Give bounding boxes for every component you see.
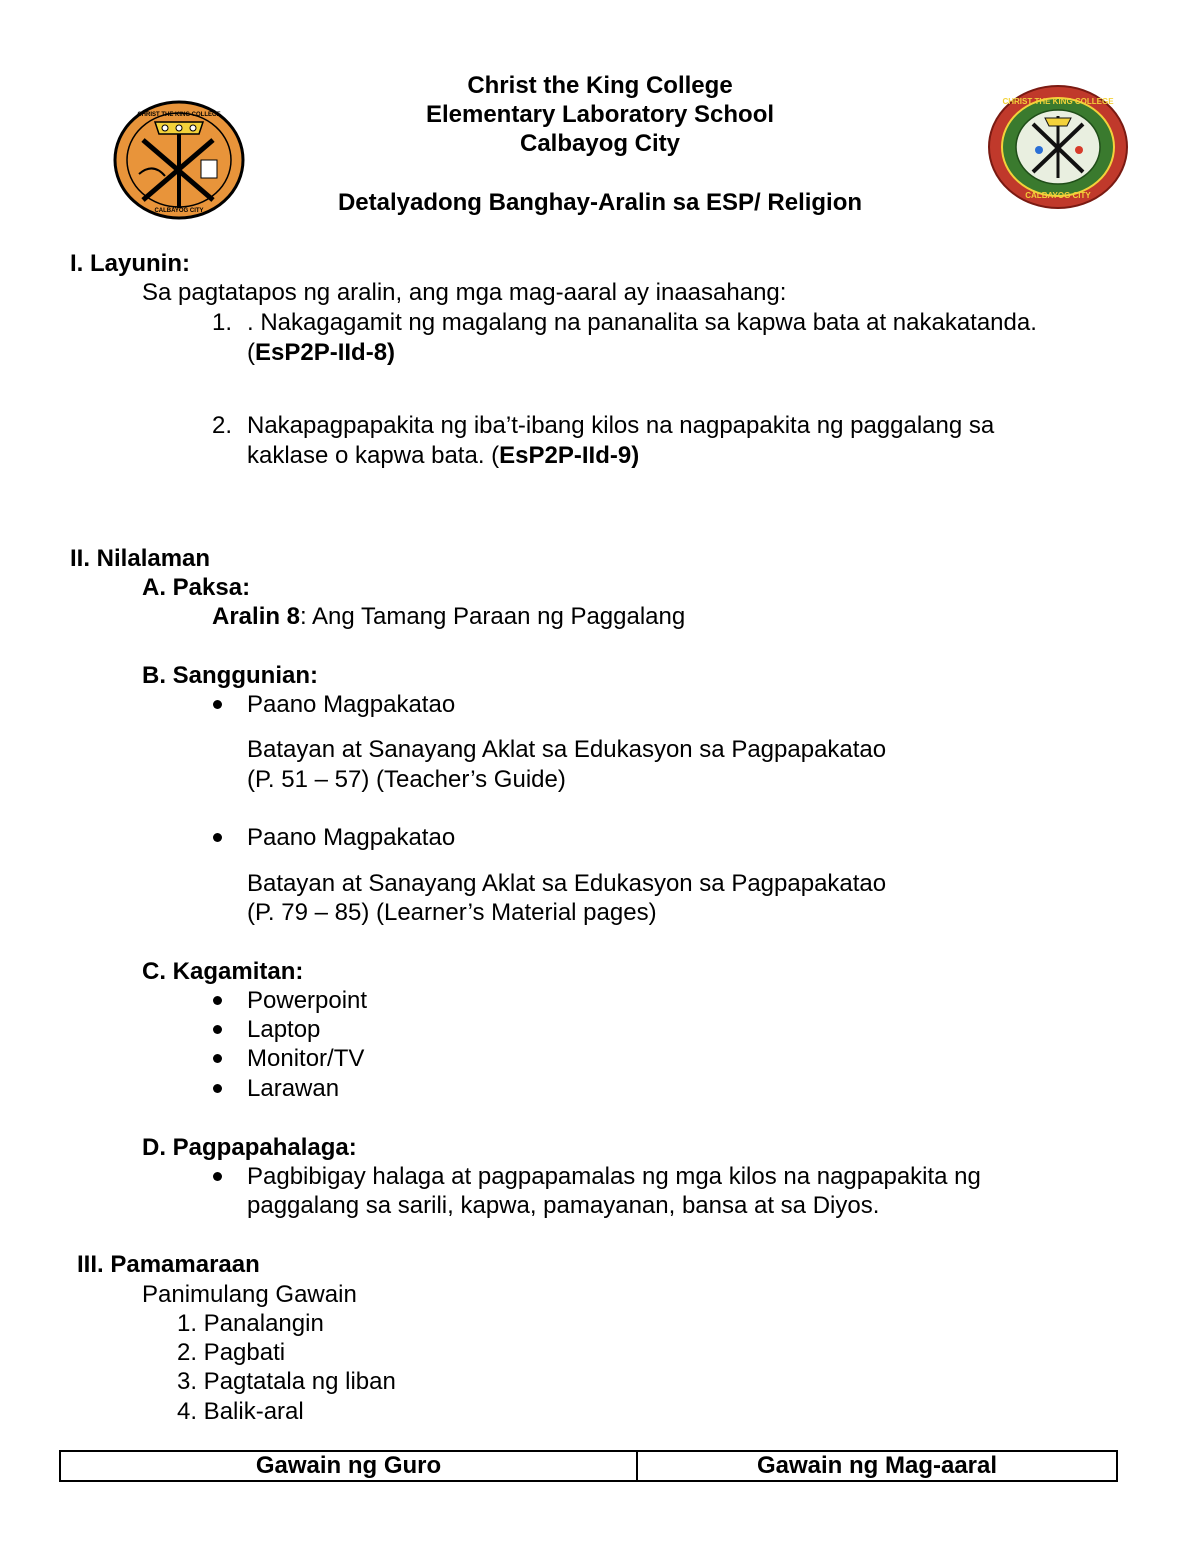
material-item: Powerpoint xyxy=(247,987,368,1014)
pagpapahalaga-heading: D. Pagpapahalaga: xyxy=(142,1134,357,1161)
teacher-activity-header: Gawain ng Guro xyxy=(60,1451,637,1481)
bullet-icon xyxy=(213,1054,222,1063)
reference-pages: (P. 51 – 57) (Teacher’s Guide) xyxy=(247,766,566,793)
objective-code: EsP2P-IId-8) xyxy=(255,339,396,366)
svg-text:CHRIST THE KING COLLEGE: CHRIST THE KING COLLEGE xyxy=(137,112,221,118)
procedure-step: 2. Pagbati xyxy=(177,1339,286,1366)
material-item: Monitor/TV xyxy=(247,1045,365,1072)
value-text: paggalang sa sarili, kapwa, pamayanan, bansa at sa Diyos. xyxy=(247,1192,880,1219)
objective-code-prefix: ( xyxy=(247,339,255,366)
section-layunin-heading: I. Layunin: xyxy=(70,250,190,277)
document-title: Detalyadong Banghay-Aralin sa ESP/ Religion xyxy=(337,189,863,216)
procedure-step: 4. Balik-aral xyxy=(177,1398,304,1425)
procedure-step: 3. Pagtatala ng liban xyxy=(177,1368,396,1395)
procedure-step: 1. Panalangin xyxy=(177,1310,324,1337)
paksa-topic xyxy=(212,603,685,631)
svg-text:CHRIST THE KING COLLEGE: CHRIST THE KING COLLEGE xyxy=(1002,97,1114,106)
svg-text:CALBAYOG CITY: CALBAYOG CITY xyxy=(154,208,204,214)
paksa-lesson-title: : Ang Tamang Paraan ng Paggalang xyxy=(300,603,686,630)
bullet-icon xyxy=(213,700,222,709)
sanggunian-heading: B. Sanggunian: xyxy=(142,662,318,689)
bullet-icon xyxy=(213,1084,222,1093)
reference-book: Batayan at Sanayang Aklat sa Edukasyon sa Pagpapakatao xyxy=(247,870,887,897)
objective-code-line xyxy=(247,442,639,470)
school-name: Christ the King College xyxy=(467,72,733,99)
section-nilalaman-heading: II. Nilalaman xyxy=(70,545,211,572)
kagamitan-heading: C. Kagamitan: xyxy=(142,958,304,985)
objective-code: EsP2P-IId-9) xyxy=(499,442,640,469)
objective-code-prefix: kaklase o kapwa bata. ( xyxy=(247,442,500,469)
reference-book: Batayan at Sanayang Aklat sa Edukasyon sa Pagpapakatao xyxy=(247,736,887,763)
student-activity-header: Gawain ng Mag-aaral xyxy=(637,1451,1117,1481)
bullet-icon xyxy=(213,833,222,842)
paksa-heading: A. Paksa: xyxy=(142,574,251,601)
svg-text:CALBAYOG CITY: CALBAYOG CITY xyxy=(1025,191,1091,200)
bullet-icon xyxy=(213,1025,222,1034)
material-item: Laptop xyxy=(247,1016,321,1043)
objective-text: Nakapagpapakita ng iba’t-ibang kilos na nagpapakita ng paggalang sa xyxy=(247,412,995,439)
layunin-intro: Sa pagtatapos ng aralin, ang mga mag-aaral ay inaasahang: xyxy=(142,279,787,306)
paksa-lesson-label: Aralin 8 xyxy=(212,603,301,630)
objective-number: 1. xyxy=(212,309,233,336)
material-item: Larawan xyxy=(247,1075,340,1102)
table-header-row xyxy=(60,1451,1117,1481)
panimulang-gawain-heading: Panimulang Gawain xyxy=(142,1281,357,1308)
objective-number: 2. xyxy=(212,412,233,439)
objective-code-line xyxy=(247,339,395,367)
objective-text: . Nakagagamit ng magalang na pananalita sa kapwa bata at nakakatanda. xyxy=(247,309,1037,336)
activities-table xyxy=(59,1450,1118,1482)
value-text: Pagbibigay halaga at pagpapamalas ng mga kilos na nagpapakita ng xyxy=(247,1163,981,1190)
reference-pages: (P. 79 – 85) (Learner’s Material pages) xyxy=(247,899,657,926)
school-unit: Elementary Laboratory School xyxy=(425,101,775,128)
bullet-icon xyxy=(213,996,222,1005)
reference-title: Paano Magpakatao xyxy=(247,824,456,851)
section-pamamaraan-heading: III. Pamamaraan xyxy=(77,1251,260,1278)
bullet-icon xyxy=(213,1172,222,1181)
reference-title: Paano Magpakatao xyxy=(247,691,456,718)
school-city: Calbayog City xyxy=(519,130,681,157)
